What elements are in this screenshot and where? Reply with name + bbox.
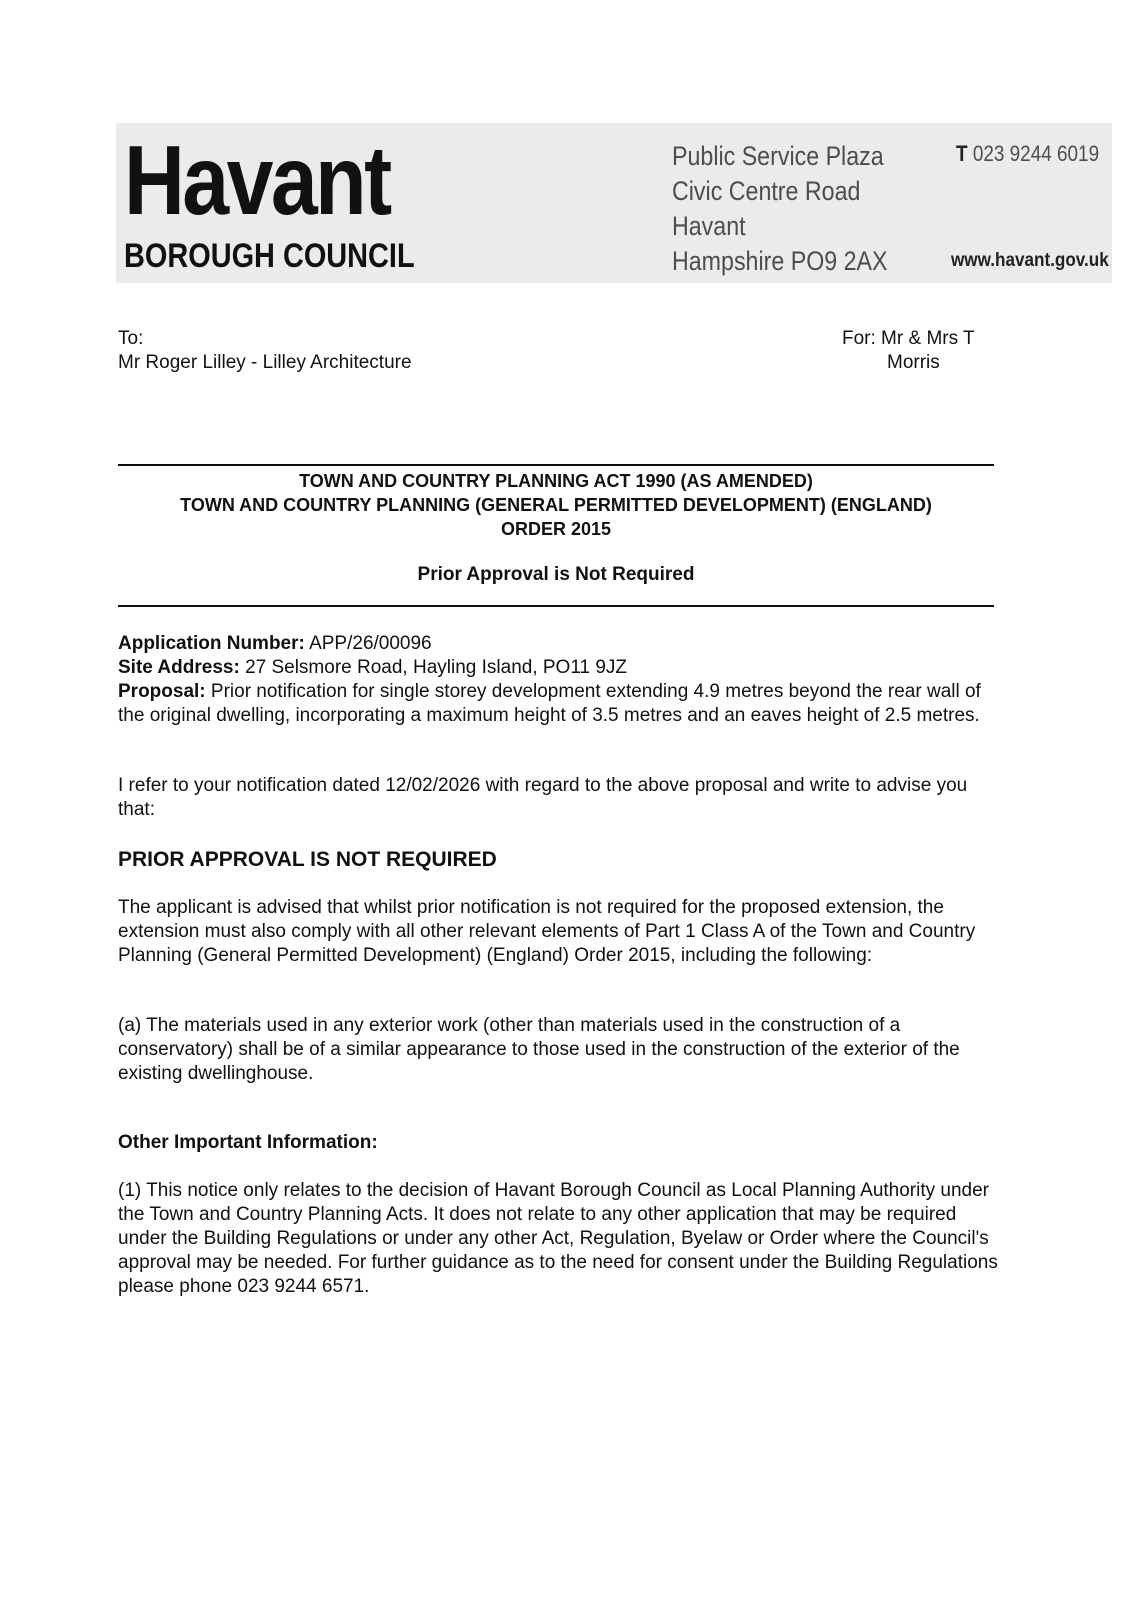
address-line: Civic Centre Road (672, 176, 861, 206)
other-info-heading: Other Important Information: (118, 1132, 378, 1153)
intro-paragraph: I refer to your notification dated 12/02/2026 with regard to the above proposal and write to advise you that: (118, 775, 968, 820)
council-logo-name: Havant (124, 125, 390, 235)
council-address (672, 139, 888, 279)
to-name: Mr Roger Lilley - Lilley Architecture (118, 352, 412, 373)
address-line: Public Service Plaza (672, 141, 884, 171)
field-label: Application Number: (118, 633, 305, 654)
divider-top (118, 464, 994, 466)
address-line: Havant (672, 211, 746, 241)
document-heading (118, 469, 994, 587)
recipient-to (118, 327, 412, 375)
council-logo-subtitle: BOROUGH COUNCIL (124, 237, 415, 275)
heading-line: TOWN AND COUNTRY PLANNING (GENERAL PERMITTED DEVELOPMENT) (ENGLAND) (180, 495, 932, 515)
proposal-text: Prior notification for single storey development extending 4.9 metres beyond the rear wall of the original dwelling, incorporating a maximum height of 3.5 metres and an eaves height of 2.5 metres. (118, 681, 981, 726)
recipient-for (842, 327, 975, 375)
phone-number: 023 9244 6019 (972, 141, 1100, 166)
divider-bottom (118, 605, 994, 607)
note-1: (1) This notice only relates to the decision of Havant Borough Council as Local Planning Authority under the Town and Country Planning Acts. It does not relate to any other application that may be required under the Building Regulations or under any other Act, Regulation, Byelaw or Order where the Council's approval may be needed. For further guidance as to the need for consent under the Building Regulations please phone 023 9244 6571. (118, 1180, 998, 1297)
to-label: To: (118, 328, 144, 349)
heading-line: TOWN AND COUNTRY PLANNING ACT 1990 (AS AMENDED) (299, 471, 813, 491)
application-number: APP/26/00096 (309, 633, 432, 654)
council-website: www.havant.gov.uk (951, 250, 1109, 271)
application-details (118, 632, 1002, 728)
for-line: Morris (887, 352, 940, 373)
advice-paragraph: The applicant is advised that whilst prior notification is not required for the proposed extension, the extension must also comply with all other relevant elements of Part 1 Class A of the Town and Country Planning (General Permitted Development) (England) Order 2015, including the following: (118, 897, 976, 966)
condition-a: (a) The materials used in any exterior work (other than materials used in the construction of a conservatory) shall be of a similar appearance to those used in the construction of the exterior of the existing dwellinghouse. (118, 1015, 960, 1084)
heading-line: ORDER 2015 (500, 519, 612, 539)
for-line: For: Mr & Mrs T (842, 328, 975, 349)
field-label: Site Address: (118, 657, 240, 678)
letterhead (116, 123, 1112, 283)
address-line: Hampshire PO9 2AX (672, 246, 888, 276)
phone-prefix: T (956, 141, 968, 166)
heading-subtitle: Prior Approval is Not Required (417, 564, 695, 585)
decision-heading: PRIOR APPROVAL IS NOT REQUIRED (118, 848, 497, 871)
field-label: Proposal: (118, 681, 206, 702)
council-phone (956, 139, 1099, 169)
site-address: 27 Selsmore Road, Hayling Island, PO11 9JZ (245, 657, 628, 678)
